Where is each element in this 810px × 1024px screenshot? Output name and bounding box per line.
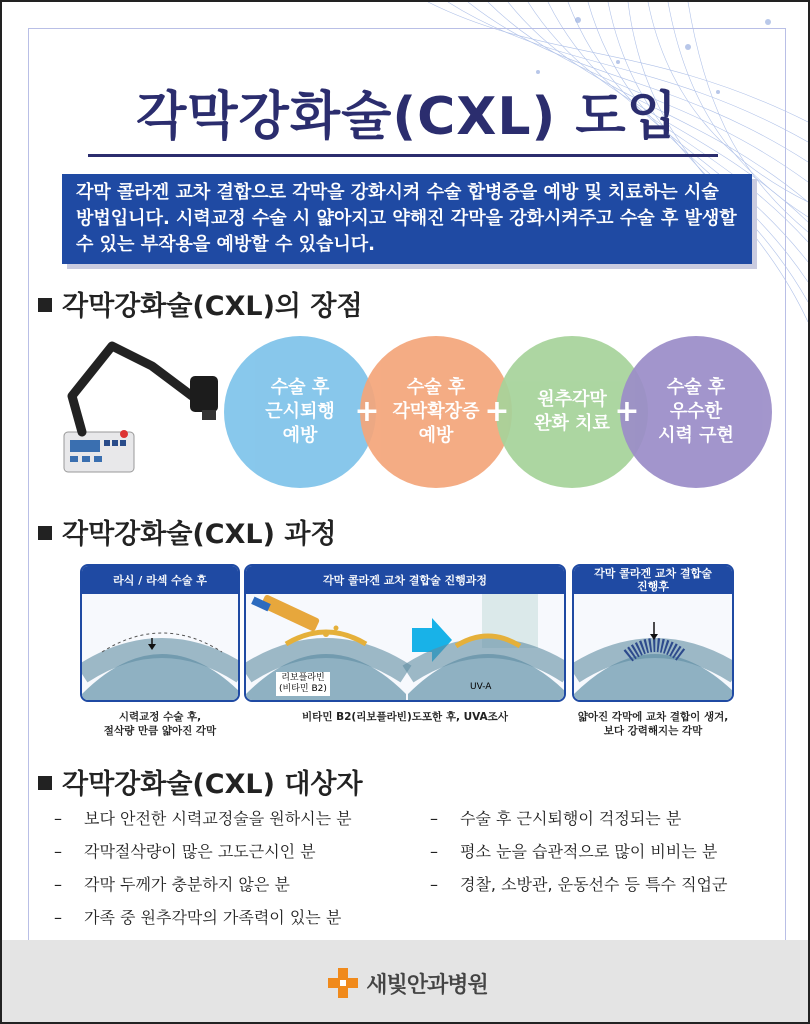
panel-2-header: 각막 콜라겐 교차 결합술 진행과정 [246,566,564,594]
process-caption-2: 비타민 B2(리보플라빈)도포한 후, UVA조사 [302,711,508,723]
hospital-logo-icon [326,966,360,1000]
panel-3-header: 각막 콜라겐 교차 결합술 진행후 [574,566,732,594]
strengthened-cornea-illustration [574,594,734,702]
candidates-heading: 각막강화술(CXL) 대상자 [38,762,363,801]
advantage-circle-3: 원추각막 완화 치료 [496,336,648,488]
hospital-name: 새빛안과병원 [366,972,488,998]
advantages-circles [224,336,784,490]
process-caption-3: 얇아진 각막에 교차 결합이 생겨, 보다 강력해지는 각막 [577,711,729,737]
process-diagram [80,564,734,744]
candidates-list-left [54,808,352,940]
advantages-heading: 각막강화술(CXL)의 장점 [38,284,363,323]
process-panel-2 [244,564,566,702]
thin-cornea-illustration [82,594,240,702]
cxl-device-image [42,336,242,486]
square-bullet-icon [38,526,52,540]
panel-1-header: 라식 / 라섹 수술 후 [82,566,238,594]
list-item: – 수술 후 근시퇴행이 걱정되는 분 [430,808,727,841]
intro-text: 각막 콜라겐 교차 결합으로 각막을 강화시켜 수술 합병증을 예방 및 치료하는 시술 방법입니다. 시력교정 수술 시 얇아지고 약해진 각막을 강화시켜주고 수술 후 발생할 수 있는 부작용을 예방할 수 있습니다. [62,174,752,264]
title-underline [88,154,718,157]
advantage-circle-2: 수술 후 각막확장증 예방 [360,336,512,488]
plus-icon: + [484,394,510,429]
list-item: – 각막절삭량이 많은 고도근시인 분 [54,841,352,874]
page-title: 각막강화술(CXL) 도입 [136,87,678,147]
plus-icon: + [354,394,380,429]
list-item: – 평소 눈을 습관적으로 많이 비비는 분 [430,841,727,874]
plus-icon: + [614,394,640,429]
square-bullet-icon [38,298,52,312]
list-item: – 경찰, 소방관, 운동선수 등 특수 직업군 [430,874,727,907]
process-caption-1: 시력교정 수술 후, 절삭량 만큼 얇아진 각막 [103,711,217,737]
footer [2,940,810,1024]
process-heading: 각막강화술(CXL) 과정 [38,512,337,551]
list-item: – 가족 중 원추각막의 가족력이 있는 분 [54,907,352,940]
uva-label: UV-A [470,682,492,692]
advantage-circle-1: 수술 후 근시퇴행 예방 [224,336,376,488]
list-item: – 각막 두께가 충분하지 않은 분 [54,874,352,907]
advantage-circle-4: 수술 후 우수한 시력 구현 [620,336,772,488]
process-panel-1 [80,564,240,702]
list-item: – 보다 안전한 시력교정술을 원하시는 분 [54,808,352,841]
square-bullet-icon [38,776,52,790]
process-panel-3 [572,564,734,702]
riboflavin-label: 리보플라빈 (비타민 B2) [276,672,330,696]
candidates-list-right [430,808,727,907]
